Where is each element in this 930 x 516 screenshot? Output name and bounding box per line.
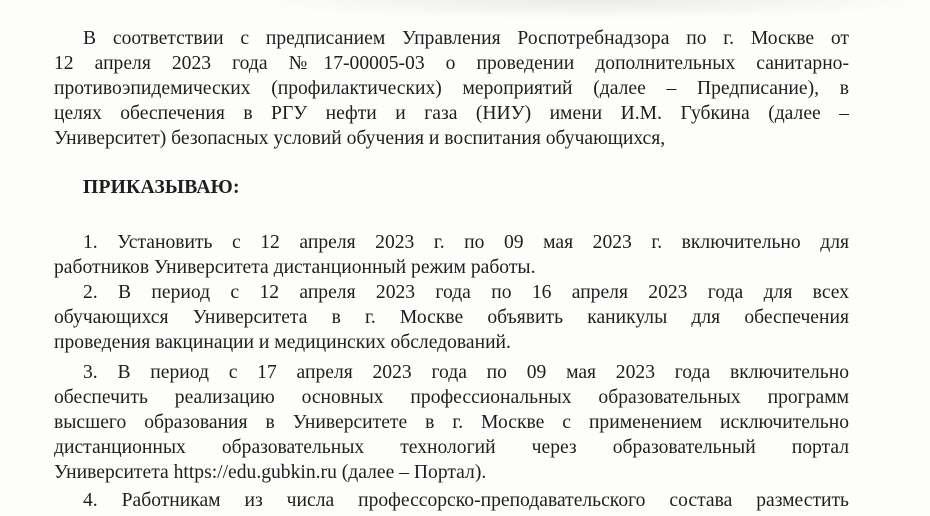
- item-3-line: Университета https://edu.gubkin.ru (далее – Портал).: [54, 462, 487, 483]
- intro-line: Университет) безопасных условий обучения и воспитания обучающихся,: [54, 128, 666, 149]
- intro-line: 12 апреля 2023 года №17-00005-03 о проведении дополнительных санитарно-: [54, 53, 849, 74]
- intro-line: целях обеспечения в РГУ нефти и газа (НИУ) имени И.М. Губкина (далее –: [54, 103, 849, 124]
- order-heading: ПРИКАЗЫВАЮ:: [83, 177, 240, 198]
- item-1-line: работников Университета дистанционный режим работы.: [54, 257, 536, 278]
- item-3-line: обеспечить реализацию основных профессиональных образовательных программ: [54, 387, 849, 408]
- item-2-line: проведения вакцинации и медицинских обследований.: [54, 332, 511, 353]
- item-3-line: высшего образования в Университете в г. Москве с применением исключительно: [54, 412, 849, 433]
- item-4-line: 4. Работникам из числа профессорско-преподавательского состава разместить: [83, 490, 849, 511]
- item-2-line: 2. В период с 12 апреля 2023 года по 16 апреля 2023 года для всех: [83, 282, 849, 303]
- item-1-line: 1. Установить с 12 апреля 2023 г. по 09 мая 2023 г. включительно для: [83, 232, 849, 253]
- intro-line: В соответствии с предписанием Управления Роспотребнадзора по г. Москве от: [83, 28, 849, 49]
- item-2-line: обучающихся Университета в г. Москве объявить каникулы для обеспечения: [54, 307, 849, 328]
- item-3-line: 3. В период с 17 апреля 2023 года по 09 мая 2023 года включительно: [83, 362, 849, 383]
- scan-shadow: [240, 0, 930, 20]
- item-3-line: дистанционных образовательных технологий через образовательный портал: [54, 437, 849, 458]
- intro-line: противоэпидемических (профилактических) мероприятий (далее – Предписание), в: [54, 78, 849, 99]
